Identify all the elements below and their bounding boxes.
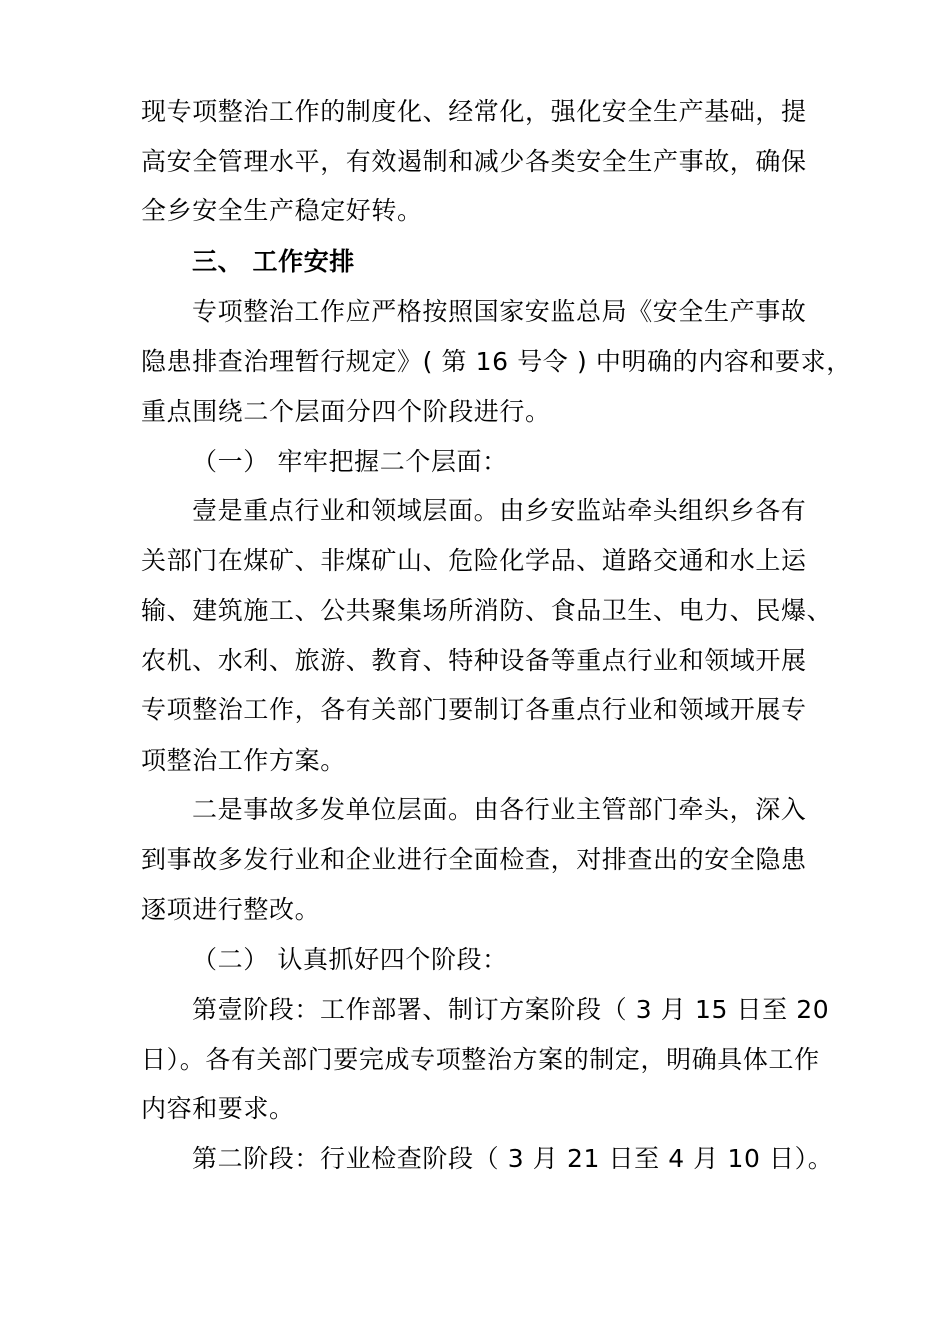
text-line: 专项整治工作，各有关部门要制订各重点行业和领域开展专 [141, 695, 807, 724]
text-line: 第壹阶段：工作部署、制订方案阶段（ 3 月 15 日至 20 [192, 995, 830, 1024]
text-line: 二是事故多发单位层面。由各行业主管部门牵头，深入 [192, 795, 807, 824]
subsection-heading: （一） 牢牢把握二个层面： [192, 447, 508, 476]
text-line: 壹是重点行业和领域层面。由乡安监站牵头组织乡各有 [192, 496, 807, 525]
text-line: 项整治工作方案。 [141, 746, 346, 775]
text-line: 第二阶段：行业检查阶段（ 3 月 21 日至 4 月 10 日）。 [192, 1144, 834, 1173]
text-line: 高安全管理水平，有效遏制和减少各类安全生产事故，确保 [141, 147, 807, 176]
text-line: 关部门在煤矿、非煤矿山、危险化学品、道路交通和水上运 [141, 546, 807, 575]
text-line: 现专项整治工作的制度化、经常化，强化安全生产基础，提 [141, 97, 807, 126]
text-line: 输、建筑施工、公共聚集场所消防、食品卫生、电力、民爆、 [141, 596, 833, 625]
text-line: 全乡安全生产稳定好转。 [141, 196, 423, 225]
text-line: 隐患排查治理暂行规定》( 第 16 号令 ) 中明确的内容和要求， [141, 347, 852, 376]
text-line: 到事故多发行业和企业进行全面检查，对排查出的安全隐患 [141, 845, 807, 874]
text-line: 逐项进行整改。 [141, 895, 321, 924]
text-line: 农机、水利、旅游、教育、特种设备等重点行业和领域开展 [141, 646, 807, 675]
text-line: 内容和要求。 [141, 1094, 295, 1123]
text-line: 专项整治工作应严格按照国家安监总局《安全生产事故 [192, 297, 807, 326]
section-heading: 三、 工作安排 [192, 247, 355, 276]
subsection-heading: （二） 认真抓好四个阶段： [192, 945, 508, 974]
text-line: 日）。各有关部门要完成专项整治方案的制定，明确具体工作 [141, 1045, 820, 1074]
text-line: 重点围绕二个层面分四个阶段进行。 [141, 397, 551, 426]
